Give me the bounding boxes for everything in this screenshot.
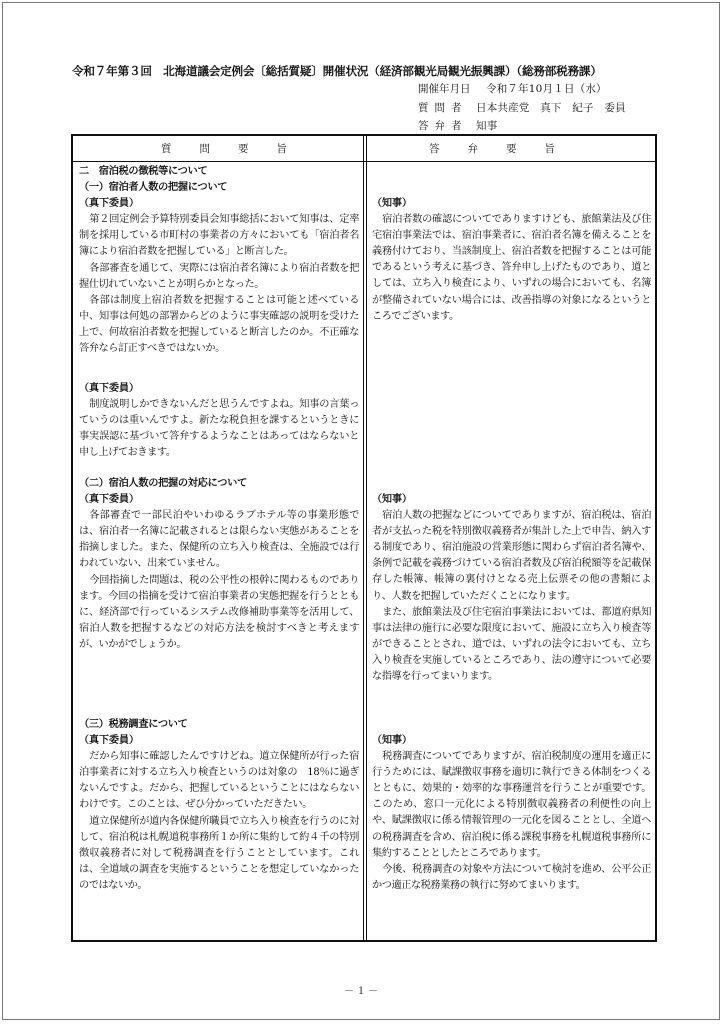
- meta-respondent-label: 答弁者: [418, 120, 468, 132]
- s1-paragraph-1: 第２回定例会予算特別委員会知事総括において知事は、定率制を採用している市町村の事業者の方々においても「宿泊者名簿により宿泊者数を把握している」と断言した。: [79, 214, 359, 258]
- question-section-2: [79, 476, 359, 653]
- s3-heading: （三）税務調査について: [79, 719, 188, 730]
- column-divider: [363, 136, 367, 940]
- meta-respondent-value: 知事: [476, 120, 498, 132]
- meta-questioner-label: 質問者: [418, 102, 468, 114]
- a2-paragraph-2: また、旅館業法及び住宅宿泊事業法においては、都道府県知事は法律の施行に必要な限度において、施設に立ち入り検査等ができることとされ、道では、いずれの法令においても、立ち入り検査を実施しているところであり、法の遵守について必要な指導を行ってまいります。: [372, 606, 651, 683]
- a2-paragraph-1: 宿泊人数の把握などについてでありますが、宿泊税は、宿泊者が支払った税を特別徴収義務者が集計した上で申告、納入する制度であり、宿泊施設の営業形態に関わらず宿泊者名簿や、条例で記載を義務づけている宿泊者数及び宿泊税額等を記載保存した帳簿、帳簿の裏付けとなる売上伝票その他の書類により、人数を把握していただくことになります。: [372, 510, 651, 602]
- page-number: －１－: [344, 986, 380, 997]
- s2-paragraph-1: 各部審査で一部民泊やいわゆるラブホテル等の事業形態では、宿泊者一名簿に記載されるとは限らない実態があることを指摘しました。また、保健所の立ち入り検査は、全施設では行われていない、出来ていません。: [79, 510, 359, 570]
- a1-paragraph-1: 宿泊者数の確認についてでありますけども、旅館業法及び住宅宿泊事業法では、宿泊事業者に、宿泊者名簿を備えることを義務付けており、当該制度上、宿泊者数を把握することは可能であるという考えに基づき、答弁申し上げたものであり、道としては、立ち入り検査により、いずれの場合においても、名簿が整備されていない場合には、改善指導の対象になるというところでございます。: [372, 214, 651, 322]
- answer-2: [372, 492, 651, 685]
- meta-date-label: 開催年月日: [418, 83, 471, 95]
- question-followup-1: [79, 381, 359, 461]
- answer-3: [372, 733, 651, 894]
- s1-speaker: （真下委員）: [79, 198, 139, 210]
- s3-paragraph-1: だから知事に確認したんですけどね。道立保健所が行った宿泊事業者に対する立ち入り検査というのは対象の 18％に過ぎないんですよ。だから、把握しているということにはならないわけです。このことは、ぜひ分かっていただきたい。: [79, 751, 359, 811]
- s3-speaker: （真下委員）: [79, 735, 139, 747]
- a3-paragraph-1: 税務調査についてでありますが、宿泊税制度の運用を適正に行うためには、賦課徴収事務を適切に執行できる体制をつくるとともに、効果的・効率的な事務運営を行うことが重要です。このため、窓口一元化による特別徴収義務者の利便性の向上や、賦課徴収に係る情報管理の一元化を図ることとし、全道への税務調査を含め、宿泊税に係る課税事務を札幌道税事務所に集約することとしたところであります。: [372, 751, 651, 859]
- answer-column-header: 答弁要旨: [429, 143, 583, 155]
- a2-speaker: （知事）: [372, 494, 412, 505]
- meta-date-value: 令和７年10月１日（水）: [486, 83, 607, 95]
- a3-paragraph-2: 今後、税務調査の対象や方法について検討を進め、公平公正かつ適正な税務業務の執行に努めてまいります。: [372, 863, 651, 891]
- a3-speaker: （知事）: [372, 735, 412, 746]
- question-column-header: 質問要旨: [161, 143, 315, 155]
- a1-speaker: （知事）: [372, 198, 412, 209]
- s1-paragraph-2: 各部審査を通じて、実際には宿泊者名簿により宿泊者数を把握仕切れていないことが明らかとなった。: [79, 262, 359, 290]
- main-heading: 二 宿泊税の徴税等について: [79, 166, 208, 177]
- s2-speaker: （真下委員）: [79, 494, 139, 506]
- s2-paragraph-2: 今回指摘した問題は、税の公平性の根幹に関わるものであります。今回の指摘を受けて宿泊事業者の実態把握を行うとともに、経済部で行っているシステム改修補助事業等を活用して、宿泊人数を把握するなどの対応方法を検討すべきと考えますが、いかがでしょうか。: [79, 574, 359, 650]
- qa-table: [71, 134, 657, 942]
- s1-speaker-2: （真下委員）: [79, 383, 139, 394]
- answer-1: [372, 196, 651, 325]
- s1-paragraph-3: 各部は制度上宿泊者数を把握することは可能と述べている中、知事は何処の部署からどのように事実確認の説明を受けた上で、何故宿泊者数を把握していると断言したのか。不正確な答弁なら訂正すべきではないか。: [79, 294, 359, 355]
- question-section-3: [79, 717, 359, 894]
- s2-heading: （二）宿泊人数の把握の対応について: [79, 478, 247, 489]
- meta-questioner-value: 日本共産党 真下 紀子 委員: [476, 102, 626, 114]
- document-title: 令和７年第３回 北海道議会定例会〔総括質疑〕開催状況（経済部観光局観光振興課）（総務部税務課）: [72, 64, 602, 78]
- meta-respondent: [418, 118, 497, 133]
- s1-paragraph-4: 制度説明しかできないんだと思うんですよね。知事の言葉っていうのは重いんですよ。新たな税負担を課するというときに事実誤認に基づいて答弁するようなことはあってはならないと申し上げておきます。: [79, 399, 359, 459]
- s3-paragraph-2: 道立保健所が道内各保健所職員で立ち入り検査を行うのに対して、宿泊税は札幌道税事務所１か所に集約して約４千の特別徴収義務者に対して税務調査を行うこととしています。これは、全道域の調査を実施するということを想定していなかったのではないか。: [79, 815, 359, 891]
- meta-questioner: [418, 100, 626, 115]
- s1-heading: （一）宿泊者人数の把握について: [79, 182, 228, 194]
- meta-date: [418, 81, 607, 96]
- question-section-main: [79, 164, 359, 357]
